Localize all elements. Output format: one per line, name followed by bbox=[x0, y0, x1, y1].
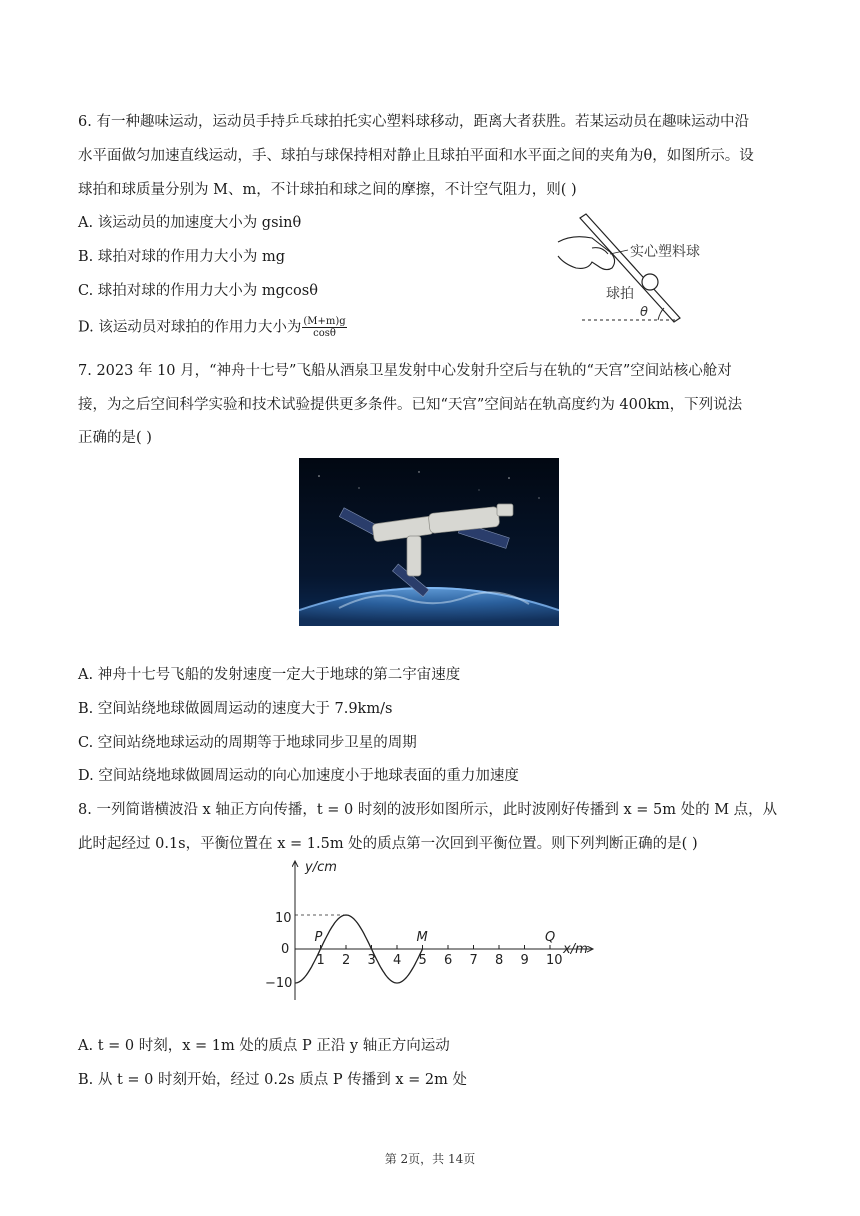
q7-option-d: D. 空间站绕地球做圆周运动的向心加速度小于地球表面的重力加速度 bbox=[78, 768, 519, 784]
x-tick-label: 4 bbox=[393, 953, 402, 968]
x-tick-label: 10 bbox=[546, 953, 563, 968]
q6-line-2: 水平面做匀加速直线运动，手、球拍与球保持相对静止且球拍平面和水平面之间的夹角为θ，如图所示。设 bbox=[78, 148, 754, 164]
q7-line-1: 7. 2023 年 10 月，“神舟十七号”飞船从酒泉卫星发射中心发射升空后与在轨的“天宫”空间站核心舱对 bbox=[78, 363, 732, 379]
x-tick-label: 5 bbox=[418, 953, 427, 968]
q6-option-d bbox=[78, 316, 347, 339]
q7-line-2: 接，为之后空间科学实验和技术试验提供更多条件。已知“天宫”空间站在轨高度约为 400km，下列说法 bbox=[78, 397, 743, 413]
q6-option-c: C. 球拍对球的作用力大小为 mgcosθ bbox=[78, 283, 318, 299]
q6-option-a: A. 该运动员的加速度大小为 gsinθ bbox=[78, 215, 302, 231]
y-axis-label: y/cm bbox=[305, 860, 337, 875]
angle-label: θ bbox=[640, 305, 648, 320]
ball-label: 实心塑料球 bbox=[630, 244, 700, 260]
q6-option-b: B. 球拍对球的作用力大小为 mg bbox=[78, 249, 286, 265]
fraction-denominator: cosθ bbox=[313, 328, 336, 339]
q8-line-1: 8. 一列简谐横波沿 x 轴正方向传播，t = 0 时刻的波形如图所示，此时波刚好传播到 x = 5m 处的 M 点，从 bbox=[78, 802, 778, 818]
q6-line-1: 6. 有一种趣味运动，运动员手持乒乓球拍托实心塑料球移动，距离大者获胜。若某运动员在趣味运动中沿 bbox=[78, 114, 749, 130]
x-tick-label: 9 bbox=[520, 953, 529, 968]
q7-option-a: A. 神舟十七号飞船的发射速度一定大于地球的第二宇宙速度 bbox=[78, 667, 461, 683]
x-tick-label: 7 bbox=[469, 953, 478, 968]
x-tick-label: 2 bbox=[342, 953, 351, 968]
q7-option-c: C. 空间站绕地球运动的周期等于地球同步卫星的周期 bbox=[78, 735, 417, 751]
fraction-numerator: (M+m)g bbox=[303, 316, 346, 327]
q6-line-3: 球拍和球质量分别为 M、m，不计球拍和球之间的摩擦，不计空气阻力，则( ) bbox=[78, 182, 577, 198]
station-module-docked bbox=[407, 536, 421, 576]
q6-option-d-text: D. 该运动员对球拍的作用力大小为 bbox=[78, 319, 302, 336]
y-tick-label: 0 bbox=[281, 942, 290, 957]
y-tick-label: −10 bbox=[265, 976, 293, 991]
station-module-end bbox=[497, 504, 513, 516]
wave-graph bbox=[255, 855, 605, 1005]
plastic-ball bbox=[642, 274, 658, 290]
y-tick-label: 10 bbox=[275, 911, 292, 926]
racket-label: 球拍 bbox=[606, 286, 634, 302]
x-tick-label: 8 bbox=[495, 953, 504, 968]
point-q-label: Q bbox=[545, 930, 556, 945]
q8-option-b: B. 从 t = 0 时刻开始，经过 0.2s 质点 P 传播到 x = 2m 处 bbox=[78, 1072, 467, 1088]
q8-option-a: A. t = 0 时刻，x = 1m 处的质点 P 正沿 y 轴正方向运动 bbox=[78, 1038, 450, 1054]
x-axis-label: x/m bbox=[563, 942, 588, 957]
q6-option-d-fraction bbox=[302, 316, 346, 339]
x-tick-label: 3 bbox=[367, 953, 376, 968]
x-tick-label: 6 bbox=[444, 953, 453, 968]
x-tick-label: 1 bbox=[316, 953, 325, 968]
q7-line-3: 正确的是( ) bbox=[78, 430, 152, 446]
space-station-photo bbox=[299, 458, 559, 626]
page-footer: 第 2页，共 14页 bbox=[384, 1152, 476, 1166]
q8-line-2: 此时起经过 0.1s，平衡位置在 x = 1.5m 处的质点第一次回到平衡位置。则下列判断正确的是( ) bbox=[78, 836, 698, 852]
racket-ball-figure bbox=[552, 212, 722, 330]
racket-plate bbox=[580, 214, 680, 322]
point-m-label: M bbox=[416, 930, 428, 945]
point-p-label: P bbox=[314, 930, 323, 945]
q7-option-b: B. 空间站绕地球做圆周运动的速度大于 7.9km/s bbox=[78, 701, 393, 717]
